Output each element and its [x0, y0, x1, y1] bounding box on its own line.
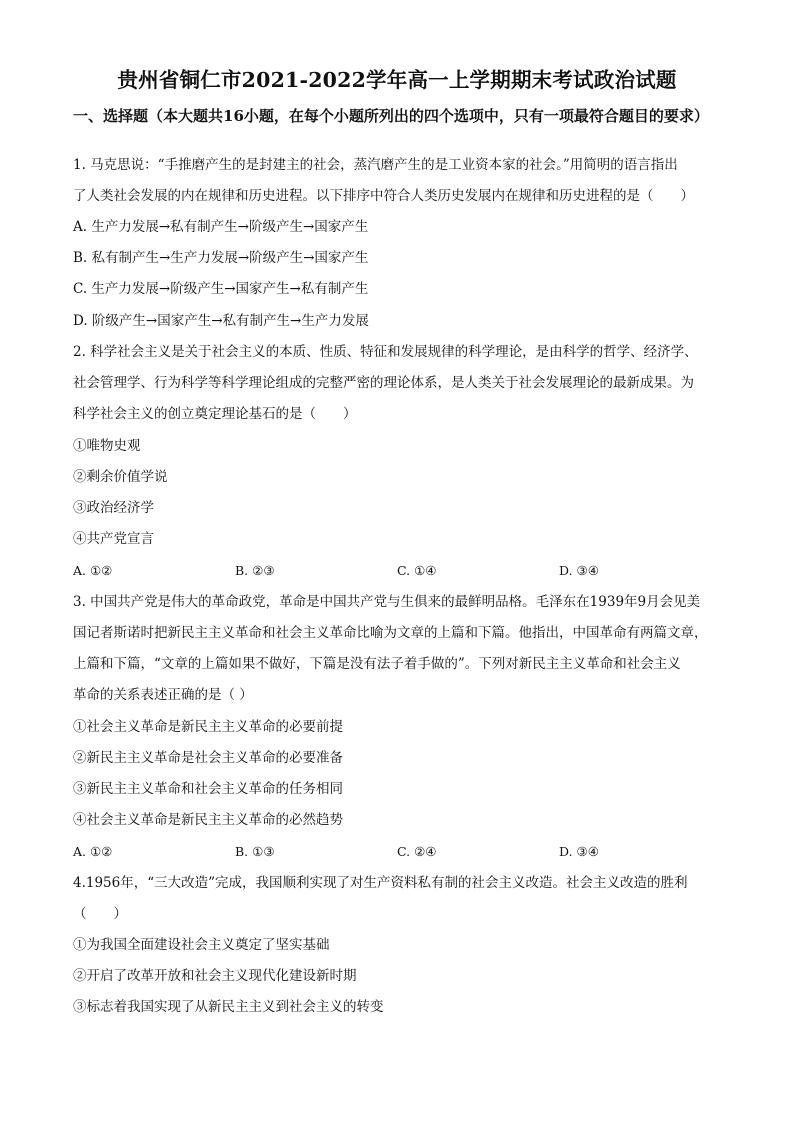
q1-option-c: C. 生产力发展→阶级产生→国家产生→私有制产生: [73, 281, 369, 297]
q3-option-a: A. ①②: [73, 844, 113, 859]
q2-item-1: ①唯物史观: [73, 438, 141, 454]
q2-option-b: B. ②③: [235, 563, 275, 578]
q2-item-2: ②剩余价值学说: [73, 469, 168, 485]
q3-stem-line: 3. 中国共产党是伟大的革命政党，革命是中国共产党与生俱来的最鲜明品格。毛泽东在1939年9月会见美: [73, 594, 701, 610]
q2-option-a: A. ①②: [73, 563, 113, 578]
q3-item-1: ①社会主义革命是新民主主义革命的必要前提: [73, 719, 343, 735]
q2-stem-line: 科学社会主义的创立奠定理论基石的是（ ）: [73, 406, 357, 422]
q3-stem-line: 革命的关系表述正确的是（ ）: [73, 687, 253, 703]
q1-stem-line: 了人类社会发展的内在规律和历史进程。以下排序中符合人类历史发展内在规律和历史进程的是（ ）: [73, 188, 694, 204]
q3-option-b: B. ①③: [235, 844, 275, 859]
q2-item-4: ④共产党宣言: [73, 531, 154, 547]
q2-option-d: D. ③④: [559, 563, 599, 578]
q1-option-a: A. 生产力发展→私有制产生→阶级产生→国家产生: [73, 219, 369, 235]
q2-option-c: C. ①④: [397, 563, 437, 578]
q2-stem-line: 2. 科学社会主义是关于社会主义的本质、性质、特征和发展规律的科学理论，是由科学的哲学、经济学、: [73, 344, 698, 360]
q2-item-3: ③政治经济学: [73, 500, 154, 516]
q3-item-3: ③新民主主义革命和社会主义革命的任务相同: [73, 781, 343, 797]
q3-item-2: ②新民主主义革命是社会主义革命的必要准备: [73, 750, 343, 766]
q1-option-b: B. 私有制产生→生产力发展→阶级产生→国家产生: [73, 250, 369, 266]
q2-stem-line: 社会管理学、行为科学等科学理论组成的完整严密的理论体系，是人类关于社会发展理论的最新成果。为: [73, 375, 694, 391]
q4-item-1: ①为我国全面建设社会主义奠定了坚实基础: [73, 937, 330, 953]
q3-stem-line: 国记者斯诺时把新民主主义革命和社会主义革命比喻为文章的上篇和下篇。他指出，中国革命有两篇文章，: [73, 625, 708, 641]
q3-item-4: ④社会主义革命是新民主主义革命的必然趋势: [73, 812, 343, 828]
q4-item-2: ②开启了改革开放和社会主义现代化建设新时期: [73, 968, 357, 984]
q3-option-c: C. ②④: [397, 844, 437, 859]
q4-stem-line: 4.1956年，“三大改造”完成，我国顺利实现了对生产资料私有制的社会主义改造。社会主义改造的胜利: [73, 875, 688, 891]
q4-stem-line: （ ）: [73, 906, 127, 922]
q1-option-d: D. 阶级产生→国家产生→私有制产生→生产力发展: [73, 313, 369, 329]
section-heading: 一、选择题（本大题共16小题，在每个小题所列出的四个选项中，只有一项最符合题目的要求）: [73, 107, 709, 125]
q4-item-3: ③标志着我国实现了从新民主主义到社会主义的转变: [73, 999, 384, 1015]
page-title: 贵州省铜仁市2021-2022学年高一上学期期末考试政治试题: [117, 68, 677, 92]
q3-option-d: D. ③④: [559, 844, 599, 859]
q3-stem-line: 上篇和下篇，“文章的上篇如果不做好，下篇是没有法子着手做的”。下列对新民主主义革命和社会主义: [73, 656, 681, 672]
q1-stem-line: 1. 马克思说：“手推磨产生的是封建主的社会，蒸汽磨产生的是工业资本家的社会。”用简明的语言指出: [73, 157, 678, 173]
